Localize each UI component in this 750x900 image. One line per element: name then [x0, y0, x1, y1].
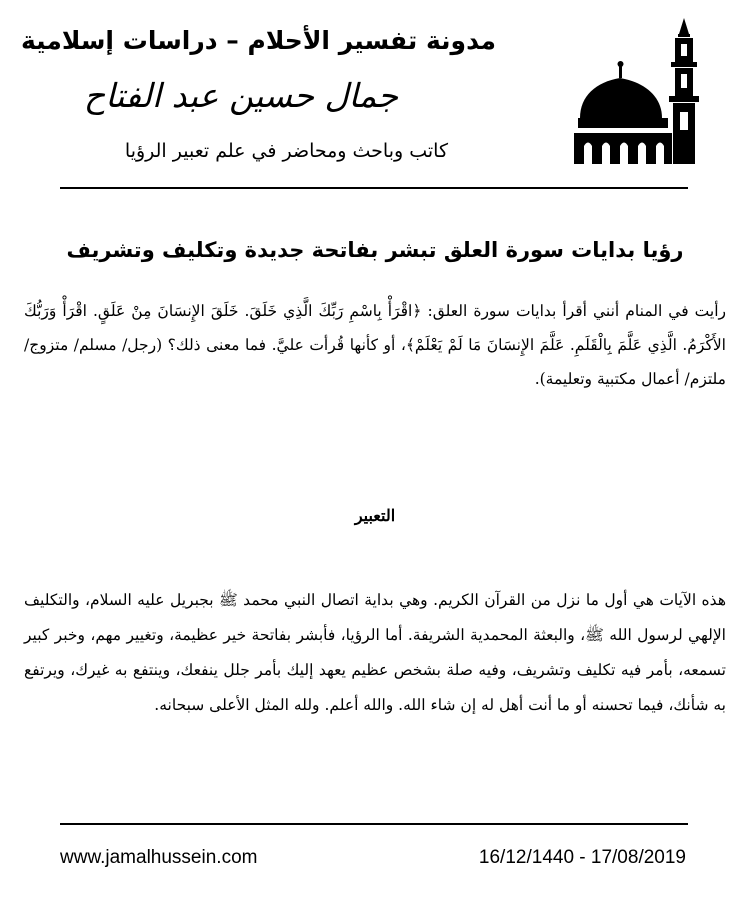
page-header	[0, 0, 750, 190]
mosque-icon	[574, 18, 700, 164]
article-title: رؤيا بدايات سورة العلق تبشر بفاتحة جديدة وتكليف وتشريف	[66, 238, 684, 262]
header-divider	[60, 187, 688, 189]
blog-title: مدونة تفسير الأحلام – دراسات إسلامية	[21, 26, 496, 55]
dream-question: رأيت في المنام أنني أقرأ بدايات سورة العلق: ﴿اقْرَأْ بِاسْمِ رَبِّكَ الَّذِي خَلَقَ. خَلَقَ الإِنسَانَ مِنْ عَلَقٍ. اقْرَأْ وَرَبُّكَ الأَكْرَمُ. الَّذِي عَلَّمَ بِالْقَلَمِ. عَلَّمَ الإِنسَانَ مَا لَمْ يَعْلَمْ﴾، أو كأنها قُرأت عليَّ. فما معنى ذلك؟ (رجل/ مسلم/ متزوج/ ملتزم/ أعمال مكتبية وتعليمة).	[24, 302, 726, 388]
interpretation-heading: التعبير	[354, 506, 396, 525]
author-name: جمال حسين عبد الفتاح	[83, 76, 398, 115]
author-description: كاتب وباحث ومحاضر في علم تعبير الرؤيا	[124, 140, 448, 162]
interpretation-text: هذه الآيات هي أول ما نزل من القرآن الكريم. وهي بداية اتصال النبي محمد ﷺ بجبريل عليه السلام، والتكليف الإلهي لرسول الله ﷺ، والبعثة المحمدية الشريفة. أما الرؤيا، فأبشر بفاتحة خير عظيمة، وتغيير مهم، وخبر كبير تسمعه، بأمر فيه تكليف وتشريف، وفيه صلة بشخص عظيم يعهد إليك بأمر جلل ينفعك، وينتفع به غيرك، ويرتفع به شأنك، فيما تحسنه أو ما أنت أهل له إن شاء الله. والله أعلم. ولله المثل الأعلى سبحانه.	[24, 591, 726, 714]
footer-divider	[60, 823, 688, 825]
website-link[interactable]: www.jamalhussein.com	[60, 847, 258, 868]
publication-date: 16/12/1440 - 17/08/2019	[478, 847, 686, 868]
